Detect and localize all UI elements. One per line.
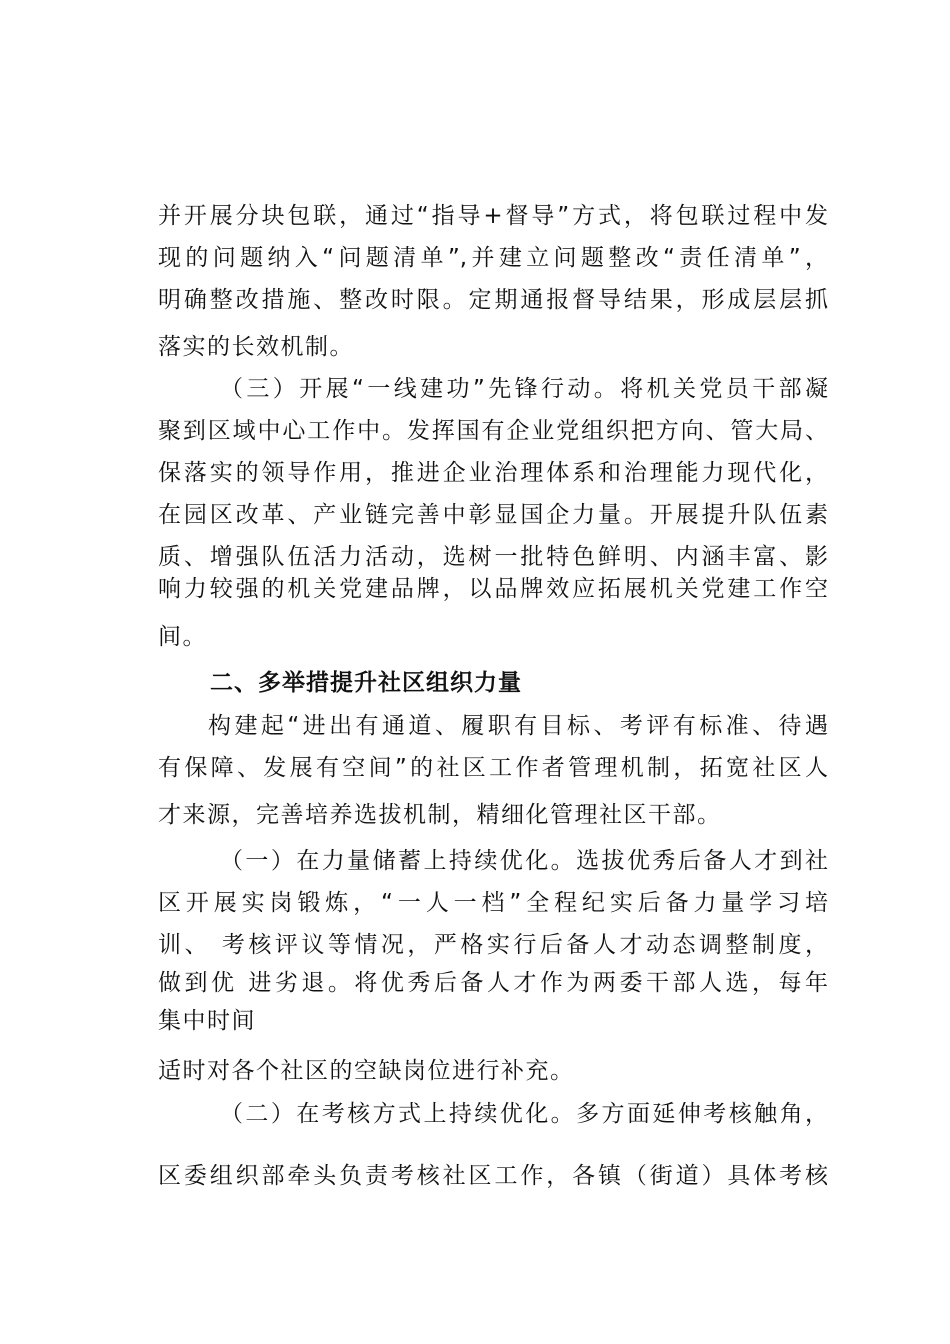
body-text-line: 明确整改措施、整改时限。定期通报督导结果，形成层层抓 [158,287,828,313]
body-text-line: 训、 考核评议等情况，严格实行后备人才动态调整制度， [158,932,828,958]
body-text-line: 并开展分块包联，通过“指导+督导”方式，将包联过程中发 [158,203,828,229]
body-text-line: 有保障、发展有空间”的社区工作者管理机制，拓宽社区人 [158,755,828,781]
body-text-line: 聚到区域中心工作中。发挥国有企业党组织把方向、管大局、 [158,418,828,444]
section-heading: 二、多举措提升社区组织力量 [210,670,522,696]
body-text-line: 适时对各个社区的空缺岗位进行补充。 [158,1058,575,1084]
body-text-line: 区开展实岗锻炼，“一人一档”全程纪实后备力量学习培 [158,890,828,916]
body-text-line: 落实的长效机制。 [158,334,354,360]
paragraph-lead-line: 构建起“进出有通道、履职有目标、考评有标准、待遇 [208,713,828,739]
body-text-line: 集中时间 [158,1008,256,1034]
body-text-line: 做到优 进劣退。将优秀后备人才作为两委干部人选，每年 [158,970,828,996]
body-text-line: 间。 [158,624,207,650]
body-text-line: 现的问题纳入“问题清单”,并建立问题整改“责任清单”， [158,245,828,271]
body-text-line: 区委组织部牵头负责考核社区工作，各镇（街道）具体考核 [158,1163,828,1189]
body-text-line: 在园区改革、产业链完善中彰显国企力量。开展提升队伍素 [158,502,828,528]
subsection-lead-line: （三）开展“一线建功”先锋行动。将机关党员干部凝 [220,376,828,402]
body-text-line: 质、增强队伍活力活动，选树一批特色鲜明、内涵丰富、影 [158,544,828,570]
subsection-lead-line: （一）在力量储蓄上持续优化。选拔优秀后备人才到社 [220,848,828,874]
subsection-lead-line: （二）在考核方式上持续优化。多方面延伸考核触角， [220,1101,828,1127]
body-text-line: 才来源，完善培养选拔机制，精细化管理社区干部。 [158,802,722,828]
body-text-line: 保落实的领导作用，推进企业治理体系和治理能力现代化， [158,460,828,486]
body-text-line: 响力较强的机关党建品牌，以品牌效应拓展机关党建工作空 [158,576,828,602]
